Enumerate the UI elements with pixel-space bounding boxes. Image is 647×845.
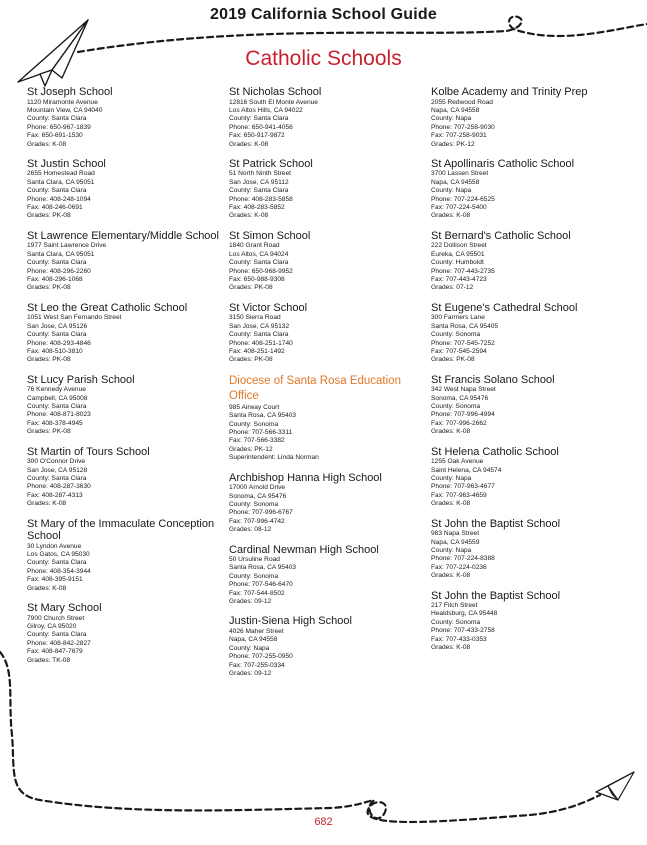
paper-airplane-icon xyxy=(596,772,634,800)
school-detail: County: Sonoma xyxy=(229,500,279,508)
school-detail: Grades: 07-12 xyxy=(431,284,474,292)
school-name: St Francis Solano School xyxy=(431,373,555,386)
school-detail: 3150 Sierra Road xyxy=(229,314,281,322)
school-detail: Napa, CA 94558 xyxy=(431,106,480,114)
school-detail: Phone: 707-443-2735 xyxy=(431,267,495,275)
school-detail: Grades: K-08 xyxy=(229,140,269,148)
school-detail: Grades: PK-12 xyxy=(229,445,273,453)
school-detail: Fax: 707-443-4723 xyxy=(431,276,487,283)
school-detail: Grades: PK-08 xyxy=(229,356,273,364)
school-detail: Fax: 650-691-1530 xyxy=(27,132,83,140)
school-detail: 300 Farmers Lane xyxy=(431,314,485,322)
school-detail: Sonoma, CA 95476 xyxy=(431,394,489,402)
school-detail: Phone: 707-224-8388 xyxy=(431,555,495,563)
school-detail: County: Santa Clara xyxy=(229,115,289,123)
school-detail: Sonoma, CA 95476 xyxy=(229,492,287,500)
school-detail: County: Napa xyxy=(431,115,472,123)
school-detail: Fax: 650-917-9872 xyxy=(229,132,285,140)
school-detail: Fax: 408-246-0691 xyxy=(27,204,83,212)
school-detail: Fax: 707-566-3382 xyxy=(229,437,285,445)
school-detail: San Jose, CA 95132 xyxy=(229,322,290,330)
school-detail: 300 O'Connor Drive xyxy=(27,458,86,466)
school-listing xyxy=(229,615,424,678)
school-detail: 30 Lyndon Avenue xyxy=(27,542,82,550)
school-listing xyxy=(229,302,424,365)
school-detail: Healdsburg, CA 95448 xyxy=(431,610,498,618)
school-detail: County: Santa Clara xyxy=(27,187,87,195)
school-detail: Fax: 707-996-4742 xyxy=(229,517,285,525)
school-listing xyxy=(229,158,424,221)
school-detail: Phone: 707-545-7252 xyxy=(431,339,495,347)
school-detail: County: Sonoma xyxy=(229,572,279,580)
school-name: St Helena Catholic School xyxy=(431,445,559,458)
school-detail: Grades: K-08 xyxy=(431,572,471,580)
school-listing xyxy=(431,374,626,437)
school-detail: Los Altos Hills, CA 94022 xyxy=(229,106,303,114)
school-detail: Grades: K-08 xyxy=(431,500,471,508)
school-detail: Phone: 707-963-4677 xyxy=(431,483,495,491)
school-detail: Fax: 408-395-9151 xyxy=(27,576,83,584)
school-detail: Fax: 650-988-9308 xyxy=(229,276,285,283)
school-detail: Grades: K-08 xyxy=(27,500,67,508)
school-detail: San Jose, CA 95128 xyxy=(27,466,88,474)
school-name: St Lawrence Elementary/Middle School xyxy=(27,229,219,242)
section-title: Catholic Schools xyxy=(245,47,402,70)
school-detail: Grades: K-08 xyxy=(229,212,269,220)
school-name: St Eugene's Cathedral School xyxy=(431,301,578,314)
school-detail: Phone: 707-224-6525 xyxy=(431,195,495,203)
school-detail: County: Napa xyxy=(431,187,472,195)
school-detail: 51 North Ninth Street xyxy=(229,170,291,178)
school-name: Justin-Siena High School xyxy=(229,615,352,628)
school-name: St John the Baptist School xyxy=(431,517,561,530)
school-name: St Lucy Parish School xyxy=(27,373,135,386)
school-detail: County: Santa Clara xyxy=(27,475,87,482)
school-detail: Fax: 707-544-8502 xyxy=(229,589,285,597)
school-detail: Fax: 707-224-5400 xyxy=(431,204,487,212)
school-detail: Fax: 408-251-1492 xyxy=(229,347,285,355)
school-detail: Grades: PK-08 xyxy=(431,356,475,364)
school-detail: Phone: 650-941-4056 xyxy=(229,123,293,131)
school-listing xyxy=(431,86,626,149)
school-detail: Grades: PK-12 xyxy=(431,140,475,148)
school-name: St John the Baptist School xyxy=(431,589,561,602)
school-detail: Grades: 09-12 xyxy=(229,670,272,677)
school-detail: Grades: 08-12 xyxy=(229,526,272,534)
school-name: St Martin of Tours School xyxy=(27,445,150,458)
school-listing xyxy=(27,518,222,593)
school-detail: 1977 Saint Lawrence Drive xyxy=(27,242,107,250)
school-detail: 2655 Homestead Road xyxy=(27,170,95,178)
school-detail: Santa Rosa, CA 95403 xyxy=(229,564,297,572)
school-listing xyxy=(229,374,424,463)
school-detail: Phone: 408-248-1094 xyxy=(27,195,91,203)
school-detail: Mountain View, CA 94040 xyxy=(27,106,103,114)
school-detail: Phone: 408-251-1740 xyxy=(229,339,293,347)
school-detail: Fax: 408-283-5852 xyxy=(229,204,285,212)
school-detail: 222 Dollison Street xyxy=(431,242,487,250)
school-listing xyxy=(27,302,222,365)
school-listing xyxy=(229,86,424,149)
school-name: St Bernard's Catholic School xyxy=(431,229,571,242)
guide-title: 2019 California School Guide xyxy=(210,6,437,23)
school-detail: Grades: PK-08 xyxy=(27,428,71,436)
school-name: St Mary of the Immaculate Conception School xyxy=(27,517,215,543)
school-detail: Fax: 408-510-3810 xyxy=(27,347,83,355)
school-detail: County: Santa Clara xyxy=(27,559,87,567)
school-detail: 3700 Lassen Street xyxy=(431,170,489,178)
school-detail: Fax: 707-996-2662 xyxy=(431,419,487,427)
school-name: Cardinal Newman High School xyxy=(229,543,379,556)
school-detail: Phone: 707-258-9030 xyxy=(431,123,495,131)
school-name: St Simon School xyxy=(229,229,311,242)
school-detail: Fax: 707-224-0236 xyxy=(431,563,487,571)
school-detail: Santa Clara, CA 95051 xyxy=(27,250,95,258)
school-listing xyxy=(27,446,222,509)
school-listing xyxy=(27,158,222,221)
school-name: St Mary School xyxy=(27,602,102,615)
school-detail: County: Santa Clara xyxy=(27,115,87,123)
school-name: St Joseph School xyxy=(27,86,113,98)
school-detail: Phone: 408-293-4846 xyxy=(27,339,91,347)
school-name: St Justin School xyxy=(27,157,106,170)
school-detail: Santa Rosa, CA 95403 xyxy=(229,412,297,420)
school-column xyxy=(431,86,626,662)
school-listing xyxy=(431,518,626,581)
school-detail: County: Humboldt xyxy=(431,259,484,267)
school-detail: County: Santa Clara xyxy=(27,259,87,267)
school-detail: County: Santa Clara xyxy=(27,403,87,411)
school-detail: 7900 Church Street xyxy=(27,614,85,622)
school-column xyxy=(229,86,424,687)
school-name: St Apollinaris Catholic School xyxy=(431,157,575,170)
school-detail: Eureka, CA 95501 xyxy=(431,250,485,258)
school-listing xyxy=(27,602,222,665)
school-detail: County: Santa Clara xyxy=(229,187,289,195)
school-listing xyxy=(27,374,222,437)
school-detail: Grades: K-08 xyxy=(431,428,471,436)
school-detail: Phone: 650-968-9952 xyxy=(229,267,293,275)
school-detail: Napa, CA 94558 xyxy=(229,636,278,644)
school-detail: Fax: 707-255-0334 xyxy=(229,661,285,669)
school-detail: County: Sonoma xyxy=(431,618,481,626)
school-detail: Campbell, CA 95008 xyxy=(27,394,88,402)
school-detail: Gilroy, CA 95020 xyxy=(27,622,77,630)
page-number: 682 xyxy=(314,816,333,828)
school-detail: Phone: 408-283-5858 xyxy=(229,195,293,203)
school-detail: Grades: PK-08 xyxy=(27,356,71,364)
school-detail: 217 Fitch Street xyxy=(431,602,478,610)
school-detail: Phone: 707-566-3311 xyxy=(229,428,293,436)
school-detail: County: Santa Clara xyxy=(229,331,289,339)
school-detail: County: Napa xyxy=(431,475,472,482)
school-listing xyxy=(431,158,626,221)
school-detail: 2055 Redwood Road xyxy=(431,98,493,106)
school-listing xyxy=(431,446,626,509)
school-detail: County: Sonoma xyxy=(229,420,279,428)
school-detail: Superintendent: Linda Norman xyxy=(229,454,319,462)
school-detail: Grades: TK-08 xyxy=(27,656,71,664)
school-name: St Victor School xyxy=(229,301,308,314)
school-name: Diocese of Santa Rosa Education Office xyxy=(229,374,401,402)
school-detail: County: Santa Clara xyxy=(229,259,289,267)
school-detail: 12816 South El Monte Avenue xyxy=(229,98,318,106)
school-detail: 342 West Napa Street xyxy=(431,386,496,394)
school-column xyxy=(27,86,222,674)
school-detail: Fax: 707-258-9031 xyxy=(431,132,487,140)
school-detail: Phone: 707-546-6470 xyxy=(229,581,293,589)
school-detail: Los Altos, CA 94024 xyxy=(229,250,289,258)
school-listing xyxy=(229,544,424,607)
school-detail: Fax: 408-287-4313 xyxy=(27,491,83,499)
school-detail: 76 Kennedy Avenue xyxy=(27,386,86,394)
school-detail: Los Gatos, CA 95030 xyxy=(27,551,90,559)
school-detail: County: Napa xyxy=(431,546,472,554)
school-detail: Grades: K-08 xyxy=(431,644,471,652)
school-detail: Grades: K-08 xyxy=(27,584,67,592)
school-name: St Leo the Great Catholic School xyxy=(27,301,188,314)
school-detail: 1051 West San Fernando Street xyxy=(27,314,122,322)
school-name: St Patrick School xyxy=(229,157,313,170)
school-detail: Grades: K-08 xyxy=(27,140,67,148)
school-detail: County: Santa Clara xyxy=(27,631,87,639)
school-detail: 1255 Oak Avenue xyxy=(431,458,484,466)
school-listing xyxy=(431,590,626,653)
school-detail: Fax: 707-545-2594 xyxy=(431,347,487,355)
school-detail: Phone: 408-296-2260 xyxy=(27,267,91,275)
school-detail: Phone: 408-842-2827 xyxy=(27,639,91,647)
school-detail: Napa, CA 94558 xyxy=(431,178,480,186)
school-detail: Phone: 408-354-3944 xyxy=(27,567,91,575)
school-detail: Fax: 707-433-0353 xyxy=(431,635,487,643)
school-detail: 50 Ursuline Road xyxy=(229,556,280,564)
school-detail: 4026 Maher Street xyxy=(229,627,284,635)
school-detail: County: Sonoma xyxy=(431,331,481,339)
school-detail: Grades: PK-08 xyxy=(27,284,71,292)
school-detail: Grades: 09-12 xyxy=(229,598,272,606)
school-detail: Phone: 408-287-3630 xyxy=(27,483,91,491)
school-detail: San Jose, CA 95112 xyxy=(229,178,289,186)
school-detail: Napa, CA 94559 xyxy=(431,538,480,546)
school-detail: County: Santa Clara xyxy=(27,331,87,339)
school-detail: Phone: 408-871-8023 xyxy=(27,411,91,419)
school-listing xyxy=(431,302,626,365)
school-detail: 983 Napa Street xyxy=(431,530,480,538)
school-name: Archbishop Hanna High School xyxy=(229,471,382,484)
school-detail: 1120 Miramonte Avenue xyxy=(27,98,98,106)
school-detail: 17000 Arnold Drive xyxy=(229,484,286,492)
school-detail: Phone: 707-433-2758 xyxy=(431,627,495,635)
school-listing xyxy=(229,230,424,293)
school-detail: Grades: PK-08 xyxy=(27,212,71,220)
school-listing xyxy=(27,230,222,293)
school-listing xyxy=(27,86,222,149)
school-detail: Grades: K-08 xyxy=(431,212,471,220)
school-detail: Phone: 707-255-0950 xyxy=(229,653,293,661)
school-detail: Saint Helena, CA 94574 xyxy=(431,466,502,474)
school-detail: Fax: 408-296-1068 xyxy=(27,276,83,283)
school-detail: Santa Rosa, CA 95405 xyxy=(431,322,499,330)
school-detail: Phone: 650-967-1839 xyxy=(27,123,91,131)
school-listing xyxy=(431,230,626,293)
school-detail: 985 Airway Court xyxy=(229,403,280,411)
school-detail: Fax: 707-963-4659 xyxy=(431,491,487,499)
school-detail: Phone: 707-996-6767 xyxy=(229,509,293,517)
school-detail: Grades: PK-08 xyxy=(229,284,273,292)
school-detail: County: Napa xyxy=(229,644,270,652)
school-detail: Santa Clara, CA 95051 xyxy=(27,178,95,186)
school-detail: 1840 Grant Road xyxy=(229,242,280,250)
school-detail: Phone: 707-996-4994 xyxy=(431,411,495,419)
school-detail: Fax: 408-378-4945 xyxy=(27,419,83,427)
school-listing xyxy=(229,472,424,535)
school-name: Kolbe Academy and Trinity Prep xyxy=(431,86,588,98)
school-detail: Fax: 408-847-7679 xyxy=(27,648,83,656)
school-detail: San Jose, CA 95126 xyxy=(27,322,88,330)
school-name: St Nicholas School xyxy=(229,86,322,98)
school-detail: County: Sonoma xyxy=(431,403,481,411)
